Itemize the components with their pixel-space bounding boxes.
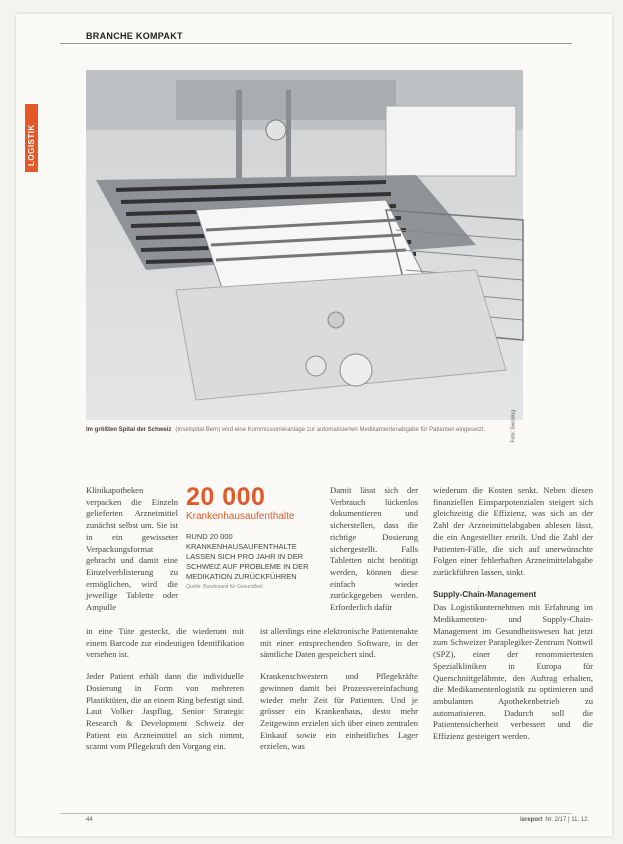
body-column-1-top [86, 485, 178, 624]
publication-name: isreport [520, 817, 543, 823]
body-paragraph: Jeder Patient erhält dann die individuelle Dosierung in Form von mehreren Plastiktüten, die an einem Ring befestigt sind. Laut Volker Jaspflug, Senior Strategic Research & Development Schweiz der Patient ein Arzneimittel an sich nimmt, scannt vom Pflegekraft den Vorgang ein. [86, 671, 245, 752]
subheading: Supply-Chain-Management [433, 589, 537, 599]
body-column-2-bottom [260, 626, 418, 763]
callout-source: Quelle: Bundesamt für Gesundheit [186, 584, 263, 590]
pharmacy-robot-illustration [86, 70, 523, 420]
photo-caption [86, 426, 526, 435]
photo-credit: Foto: Swisslog [511, 410, 517, 443]
callout-number: 20 000 [186, 483, 266, 511]
body-paragraph: ist allerdings eine elektronische Patientenakte mit einer entsprechenden Software, in der sämtliche Daten gespeichert sind. [260, 626, 418, 660]
side-tab-label: LOGISTIK [27, 124, 36, 166]
stat-callout [186, 484, 326, 591]
issue-info: Nr. 2/17 | 11. 12. [545, 817, 590, 823]
caption-lead: Im größten Spital der Schweiz [86, 427, 172, 433]
body-paragraph: wiederum die Kosten senkt. Neben diesen finanziellen Einsparpotenzialen steigert sich gleichzeitig die Effizienz, was sich an der Zahl der Arzneimittelabgaben ablesen lässt, die ein Angestellter erteilt. Und die Zahl der Patienten-Fälle, die sich auf unerwünschte Folgen einer fehlerhaften Arzneimittelabgabe zurückführen lassen, sinkt. [433, 485, 593, 577]
body-paragraph: Das Logistikunternehmen mit Erfahrung im Medikamenten- und Supply-Chain-Management im Gesundheitswesen hat jetzt zum Schweizer Paraplegiker-Zentrum Nottwil (SPZ), einer der renommiertesten Spezialkliniken in Europa für Querschnittgelähmte, den Auftrag erhalten, die Medikamentenlogistik zu optimieren und ambulanten Apothekenbetrieb zu automatisieren. Dadurch soll die Patientensicherheit verbessert und die Effizienz gesteigert werden. [433, 602, 593, 742]
page-number: 44 [86, 817, 93, 823]
body-column-1-bottom [86, 626, 244, 763]
body-paragraph: Krankenschwestern und Pflegekräfte gewinnen damit bei Prozessvereinfachung wieder mehr Zeit für Patienten. Und je grösser ein Krankenhaus, desto mehr Zeitgewinn erzielen sich über einen zentralen Einkauf sowie ein einheitliches Lager erzielen, was [260, 671, 418, 752]
body-column-3-top [330, 485, 418, 624]
body-paragraph: Damit lässt sich der Verbrauch lückenlos dokumentieren und sicherstellen, dass die richtige Dosierung sichergestellt. Falls Tabletten nicht benötigt werden, können diese einfach wieder zurückgegeben werden. Erforderlich dafür [330, 485, 418, 613]
footer-rule [60, 813, 572, 814]
callout-body: RUND 20 000 KRANKENHAUSAUFENTHALTE LASSEN SICH PRO JAHR IN DER SCHWEIZ AUF PROBLEME IN DER MEDIKATION ZURÜCKFÜHREN [186, 532, 309, 581]
body-column-4 [433, 485, 593, 753]
callout-label: Krankenhausaufenthalte [186, 511, 295, 522]
caption-text: (Inselspital Bern) wird eine Kommissionieranlage zur automatisierten Medikamentenabgabe für Patienten eingesetzt. [175, 427, 486, 433]
body-paragraph: in eine Tüte gesteckt, die wiederum mit einem Barcode zur eindeutigen Identifikation versehen ist. [86, 626, 244, 660]
body-paragraph: Klinikapotheken verpacken die Einzeln gelieferten Arzneimittel zunächst selbst um. Sie ist in ein gewisseter Verpackungsformat gebracht und damit eine Einzelverblisterung zu ermöglichen, wird die jeweilige Tablette oder Ampulle [86, 485, 178, 613]
section-header: BRANCHE KOMPAKT [86, 31, 183, 41]
section-side-tab [25, 104, 38, 172]
footer-publication [520, 817, 589, 823]
